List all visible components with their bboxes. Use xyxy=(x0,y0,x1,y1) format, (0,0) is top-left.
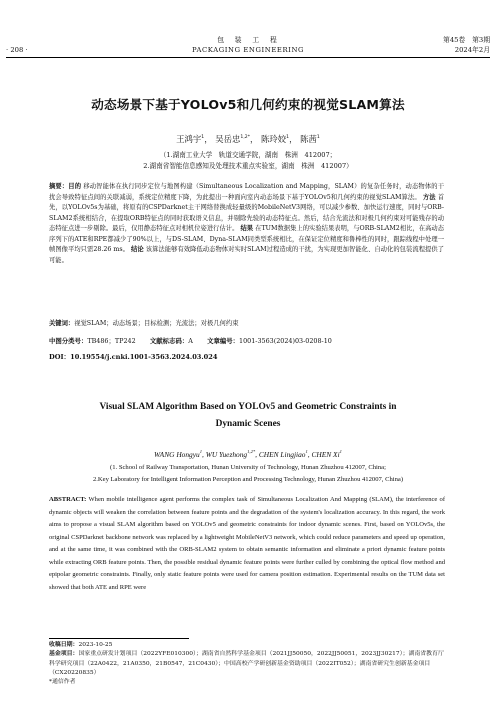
author-name: 王鸿宇 xyxy=(176,134,202,144)
abstract-en-label: ABSTRACT: xyxy=(49,496,87,503)
affiliation-cn-1: （1.湖南工业大学 轨道交通学院，湖南 株洲 412007； xyxy=(159,151,337,159)
clc-number: TB486；TP242 xyxy=(87,337,136,345)
authors-en: WANG Hongyu$^1$, WU Yuezhong$^{1,2*}$, CHEN Lingjiao$^1$, CHEN Xi$^1$ xyxy=(154,449,342,459)
title-cn: 动态场景下基于YOLOv5和几何约束的视觉SLAM算法 xyxy=(91,97,405,112)
received-date: 收稿日期：2023-10-25 xyxy=(49,642,113,648)
footnote-divider xyxy=(49,638,189,639)
result-label: 结果 xyxy=(240,225,254,232)
doc-code: A xyxy=(188,337,193,345)
purpose-text: 移动智能体在执行同步定位与地图构建（Simultaneous Localization and Mapping，SLAM）的复杂任务时，动态物体的干扰会导致特征点间的关联减弱，系统定位精度下降，为此提出一种面向室内动态场景下基于YOLOv5和几何约束的视觉SLAM算法。 xyxy=(49,183,444,201)
running-header xyxy=(6,34,490,56)
keywords-text: 视觉SLAM；动态场景；目标检测；光流法；对极几何约束 xyxy=(74,320,239,327)
method-text: 首先，以YOLOv5s为基础，将原有的CSPDarknet主干网络替换成轻量级的MobileNetV3网络，可以减少参数、加快运行速度，同时与ORB-SLAM2系统相结合，在提取ORB特征点的同时获取语义信息，并剔除先验的动态特征点。然后，结合光流法和对极几何约束对可能残存的动态特征点进一步剔除。最后，仅用静态特征点对相机位姿进行估计。 xyxy=(49,193,444,232)
author-name-en: WU Yuezhong xyxy=(205,450,248,459)
header-divider xyxy=(6,57,490,58)
classification-line: 中图分类号：TB486；TP242 文献标志码：A 文章编号：1001-3563(2024)03-0208-10 xyxy=(49,337,332,345)
author-name: 吴岳忠 xyxy=(215,134,241,144)
result-text: 在TUM数据集上的实验结果表明，与ORB-SLAM2相比，在高动态序列下的ATE和RPE都减少了90%以上，与DS-SLAM、Dyna-SLAM同类型系统相比，在保证定位精度和鲁棒性的同时，跟踪线程中处理一帧图像平均只需28.26 ms。 xyxy=(49,225,445,253)
affiliation-en-1: (1. School of Railway Transportation, Hunan University of Technology, Hunan Zhuzhou 412007, China; xyxy=(110,464,386,471)
article-number: 1001-3563(2024)03-0208-10 xyxy=(239,337,332,345)
abstract-label: 摘要： xyxy=(49,183,69,190)
abstract-cn xyxy=(49,182,444,266)
page-number: · 208 · xyxy=(6,46,28,54)
footnotes xyxy=(49,641,449,687)
corresponding-author: *通信作者 xyxy=(49,679,76,686)
fund-info: 基金项目：国家重点研发计划项目（2022YFE010300）；湖南省自然科学基金项目（2021JJ50050，2022JJ50051，2023JJ30217）；湖南省教育厅科学研究项目（22A0422，21A0350，21B0547，21C0430）；中国高校产学研创新基金资助项目（2022IT052）；湖南省研究生创新基金项目（CX20220835） xyxy=(49,651,444,676)
conclusion-label: 结论 xyxy=(131,246,144,253)
author-name-en: CHEN Xi xyxy=(311,450,340,459)
abstract-en xyxy=(49,494,445,594)
conclusion-text: 该算法能够有效降低动态物体对实时SLAM过程造成的干扰，为实现更加智能化、自动化的包装流程提供了可能。 xyxy=(49,246,444,264)
issue-date: 2024年2月 xyxy=(454,46,490,54)
journal-name-cn: 包 装 工 程 xyxy=(217,36,279,44)
purpose-label: 目的 xyxy=(68,183,82,190)
author-name: 陈玲姣 xyxy=(261,134,287,144)
volume-issue: 第45卷 第3期 xyxy=(443,36,490,44)
journal-name-en: PACKAGING ENGINEERING xyxy=(191,46,305,54)
author-name: 陈茜 xyxy=(300,134,317,144)
doi: DOI：10.19554/j.cnki.1001-3563.2024.03.024 xyxy=(49,353,218,361)
keywords-label: 关键词： xyxy=(49,320,75,327)
author-name-en: WANG Hongyu xyxy=(154,450,200,459)
title-en-line-2: Dynamic Scenes xyxy=(215,419,281,429)
abstract-en-text: When mobile intelligence agent performs the complex task of Simultaneous Localization And Mapping (SLAM), the interference of dynamic objects will weaken the correlation between feature points and the degradation of the system's localization accuracy. In this regard, the work aims to propose a visual SLAM algorithm based on YOLOv5 and geometric constraints for indoor dynamic scenes. First, based on YOLOv5s, the original CSPDarknet backbone network was replaced by a lightweight MobileNetV3 network, which could reduce parameters and speed up operation, and at the same time, it was combined with the ORB-SLAM2 system to obtain semantic information and eliminate a priori dynamic feature points while extracting ORB feature points. Then, the possible residual dynamic feature points were further culled by combining the optical flow method and epipolar geometric constraints. Finally, only static feature points were used for camera position estimation. Experimental results on the TUM data set showed that both ATE and RPE were xyxy=(49,496,445,591)
keywords-cn xyxy=(49,319,444,330)
author-name-en: CHEN Lingjiao xyxy=(258,450,306,459)
affiliation-en-2: 2.Key Laboratory for Intelligent Information Perception and Processing Technology, Hunan Zhuzhou 412007, China) xyxy=(92,476,404,483)
method-label: 方法 xyxy=(422,193,436,201)
affiliation-cn-2: 2.湖南省智能信息感知及处理技术重点实验室，湖南 株洲 412007） xyxy=(143,162,353,170)
title-en-line-1: Visual SLAM Algorithm Based on YOLOv5 and Geometric Constraints in xyxy=(99,402,397,412)
authors-cn: 王鸿宇$^1$， 吴岳忠$^{1,2*}$， 陈玲姣$^1$， 陈茜$^1$ xyxy=(176,134,320,144)
